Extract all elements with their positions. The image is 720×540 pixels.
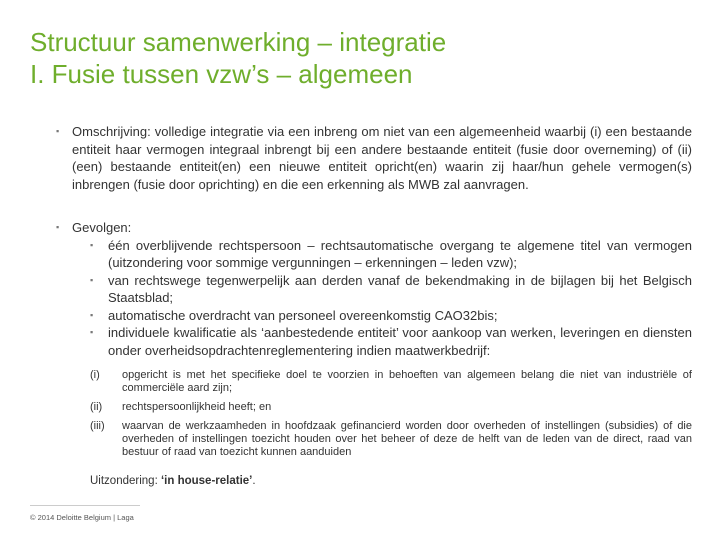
sub-bullet-item xyxy=(56,324,692,359)
sub-bullet-item xyxy=(56,272,692,307)
bullet-omschrijving xyxy=(56,123,692,193)
title-line-1: Structuur samenwerking – integratie xyxy=(30,27,447,57)
sub-bullet-text: één overblijvende rechtspersoon – rechtsautomatische overgang te algemene titel van vermogen (uitzondering voor sommige vergunningen – erkenningen – leden vzw); xyxy=(108,237,692,270)
page-title xyxy=(30,26,690,90)
bullet-dot: ▪ xyxy=(56,126,60,136)
footer-copyright: © 2014 Deloitte Belgium | Laga xyxy=(30,513,134,522)
exception-note xyxy=(56,473,692,491)
roman-text: rechtspersoonlijkheid heeft; en xyxy=(122,401,272,413)
bullet-dot: ▪ xyxy=(90,239,94,250)
sub-bullet-item xyxy=(56,307,692,325)
exception-end: . xyxy=(252,475,256,487)
bullet-lead-omschrijving: Omschrijving xyxy=(72,124,148,139)
roman-item xyxy=(56,420,692,459)
bullet-text-omschrijving: : volledige integratie via een inbreng om niet van een algemeenheid waarbij (i) een bestaande entiteit haar vermogen integraal inbrengt bij een andere bestaande entiteit (fusie door overneming) of (ii) (een) bestaande entiteit(en) een nieuwe entiteit opricht(en) waarin zij haar/hun gehele vermogen(s) inbrengen (fusie door oprichting) en die een erkenning als MWB zal aanvragen. xyxy=(72,124,692,192)
roman-number: (iii) xyxy=(90,420,105,432)
exception-label: Uitzondering: xyxy=(90,475,161,487)
sub-bullet-text: individuele kwalificatie als ‘aanbestedende entiteit’ voor aankoop van werken, leveringen en diensten onder overheidsopdrachtenreglementering indien maatwerkbedrijf: xyxy=(108,325,692,358)
roman-list xyxy=(56,369,692,459)
sub-bullet-item xyxy=(56,237,692,272)
bullet-gevolgen xyxy=(56,219,692,237)
title-line-2: I. Fusie tussen vzw’s – algemeen xyxy=(30,59,413,89)
bullet-dot: ▪ xyxy=(56,222,60,232)
footer-divider xyxy=(30,505,140,506)
sub-bullet-text: automatische overdracht van personeel overeenkomstig CAO32bis; xyxy=(108,307,498,323)
bullet-dot: ▪ xyxy=(90,327,94,337)
sub-bullet-list xyxy=(56,237,692,360)
roman-item xyxy=(56,401,692,414)
roman-number: (ii) xyxy=(90,401,103,413)
bullet-text-gevolgen: : xyxy=(127,220,132,235)
bullet-dot: ▪ xyxy=(90,309,94,320)
roman-text: waarvan de werkzaamheden in hoofdzaak gefinancierd worden door overheden of instellingen (subsidies) of die overheden of instellingen toezicht houden over het beheer of deze de helft van de leden van de direct, raad van bestuur of raad van toezicht kunnen aanduiden xyxy=(122,420,692,458)
slide-content xyxy=(56,123,692,491)
bullet-lead-gevolgen: Gevolgen xyxy=(72,220,128,235)
exception-bold: ‘in house-relatie’ xyxy=(160,475,253,487)
sub-bullet-text: van rechtswege tegenwerpelijk aan derden vanaf de bekendmaking in de bijlagen bij het Belgisch Staatsblad; xyxy=(108,272,692,305)
roman-number: (i) xyxy=(90,369,100,381)
bullet-dot: ▪ xyxy=(90,274,94,285)
roman-item xyxy=(56,369,692,395)
roman-text: opgericht is met het specifieke doel te voorzien in behoeften van algemeen belang die niet van industriële of commerciële aard zijn; xyxy=(122,369,692,394)
